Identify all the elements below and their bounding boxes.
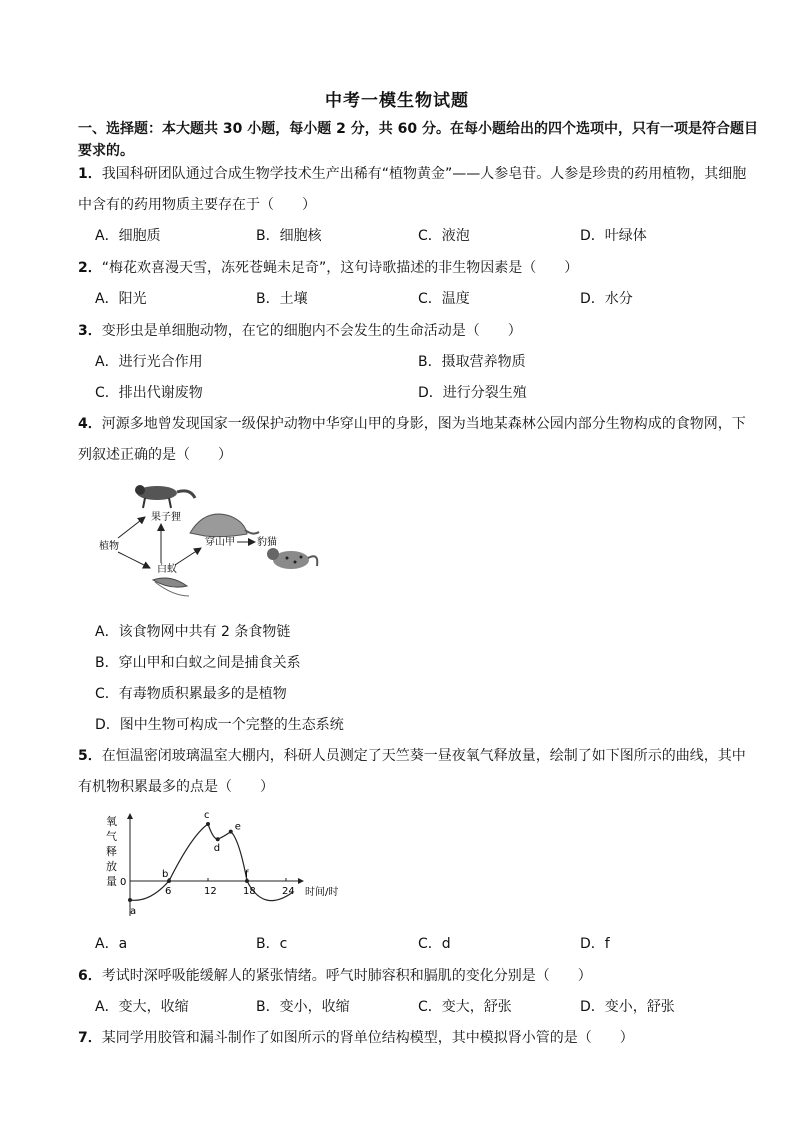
question-number: 2． <box>78 260 102 276</box>
option-d: D．进行分裂生殖 <box>418 385 527 401</box>
question-4 <box>78 409 758 471</box>
option-d: D．叶绿体 <box>580 228 647 244</box>
pangolin-image <box>190 514 259 537</box>
node-plant: 植物 <box>99 541 119 552</box>
option-c: C．排出代谢废物 <box>95 385 203 401</box>
option-b: B．c <box>256 936 288 952</box>
question-text: 在恒温密闭玻璃温室大棚内，科研人员测定了天竺葵一昼夜氧气释放量，绘制了如下图所示的曲线，其中有机物积累最多的点是（ ） <box>78 748 746 795</box>
oxygen-chart <box>100 808 360 923</box>
point-label: f <box>245 869 249 880</box>
x-tick-label: 24 <box>282 886 295 897</box>
question-number: 3． <box>78 323 102 339</box>
page-title: 中考一模生物试题 <box>325 91 469 111</box>
question-number: 4． <box>78 416 102 432</box>
x-tick-label: 12 <box>204 886 217 897</box>
question-2 <box>78 253 758 284</box>
point-label: b <box>162 869 169 880</box>
termite-image <box>153 578 189 596</box>
option-b: B．变小，收缩 <box>256 999 350 1015</box>
question-text: 河源多地曾发现国家一级保护动物中华穿山甲的身影，图为当地某森林公园内部分生物构成的食物网，下列叙述正确的是（ ） <box>78 416 746 463</box>
question-5 <box>78 741 758 803</box>
question-text: 变形虫是单细胞动物，在它的细胞内不会发生的生命活动是（ ） <box>101 323 522 339</box>
point-e <box>229 830 233 834</box>
question-text: “梅花欢喜漫天雪，冻死苍蝇未足奇”，这句诗歌描述的非生物因素是（ ） <box>101 260 579 276</box>
node-pangolin: 穿山甲 <box>205 537 235 548</box>
node-leopard-cat: 豹猫 <box>257 537 277 548</box>
arrow-termite-pangolin <box>175 548 201 565</box>
option-b: B．穿山甲和白蚁之间是捕食关系 <box>95 655 301 671</box>
point-label: e <box>234 821 241 833</box>
question-text: 我国科研团队通过合成生物学技术生产出稀有“植物黄金”——人参皂苷。人参是珍贵的药用植物，其细胞中含有的药用物质主要存在于（ ） <box>78 166 747 213</box>
option-d: D．水分 <box>580 291 633 307</box>
option-c: C．变大，舒张 <box>418 999 512 1015</box>
ylabel-char: 放 <box>106 860 117 873</box>
option-d: D．f <box>580 936 610 952</box>
option-a: A．a <box>95 936 128 952</box>
food-web-diagram <box>95 478 335 604</box>
question-6 <box>78 961 758 992</box>
point-c <box>206 822 210 826</box>
x-tick-label: 6 <box>165 886 172 897</box>
question-1 <box>78 159 758 221</box>
option-a: A．该食物网中共有 2 条食物链 <box>95 624 291 640</box>
option-b: B．细胞核 <box>256 228 322 244</box>
leopard-cat-image <box>267 548 317 569</box>
question-text: 考试时深呼吸能缓解人的紧张情绪。呼气时肺容积和膈肌的变化分别是（ ） <box>101 968 592 984</box>
point-d <box>216 837 220 841</box>
option-a: A．阳光 <box>95 291 147 307</box>
ylabel-char: 气 <box>106 830 117 843</box>
zero-label: 0 <box>120 877 127 888</box>
question-7 <box>78 1023 758 1054</box>
point-a <box>128 898 132 902</box>
x-axis-label: 时间/时 <box>305 887 339 898</box>
point-label: c <box>204 810 210 821</box>
node-termite: 白蚁 <box>157 564 177 575</box>
option-c: C．液泡 <box>418 228 470 244</box>
question-number: 6． <box>78 968 102 984</box>
point-label: d <box>213 843 221 855</box>
ylabel-char: 释 <box>106 845 117 858</box>
option-d: D．变小，舒张 <box>580 999 675 1015</box>
ylabel-char: 氧 <box>106 815 117 828</box>
civet-image <box>135 485 195 508</box>
option-d: D．图中生物可构成一个完整的生态系统 <box>95 717 344 733</box>
option-b: B．土壤 <box>256 291 308 307</box>
option-a: A．变大，收缩 <box>95 999 189 1015</box>
arrow-plant-civet <box>118 517 145 538</box>
node-civet: 果子狸 <box>151 512 181 523</box>
option-b: B．摄取营养物质 <box>418 354 526 370</box>
question-3 <box>78 316 758 347</box>
option-a: A．进行光合作用 <box>95 354 203 370</box>
ylabel-char: 量 <box>106 875 117 888</box>
option-a: A．细胞质 <box>95 228 161 244</box>
section-heading: 一、选择题：本大题共 30 小题，每小题 2 分，共 60 分。在每小题给出的四个选项中，只有一项是符合题目要求的。 <box>78 121 758 159</box>
question-number: 7． <box>78 1030 102 1046</box>
question-text: 某同学用胶管和漏斗制作了如图所示的肾单位结构模型，其中模拟肾小管的是（ ） <box>101 1030 634 1046</box>
question-number: 5． <box>78 748 102 764</box>
option-c: C．温度 <box>418 291 470 307</box>
option-c: C．d <box>418 936 451 952</box>
question-number: 1． <box>78 166 102 182</box>
option-c: C．有毒物质积累最多的是植物 <box>95 686 287 702</box>
x-tick-label: 18 <box>243 886 256 897</box>
arrow-plant-termite <box>118 552 150 568</box>
point-label: a <box>130 906 137 917</box>
